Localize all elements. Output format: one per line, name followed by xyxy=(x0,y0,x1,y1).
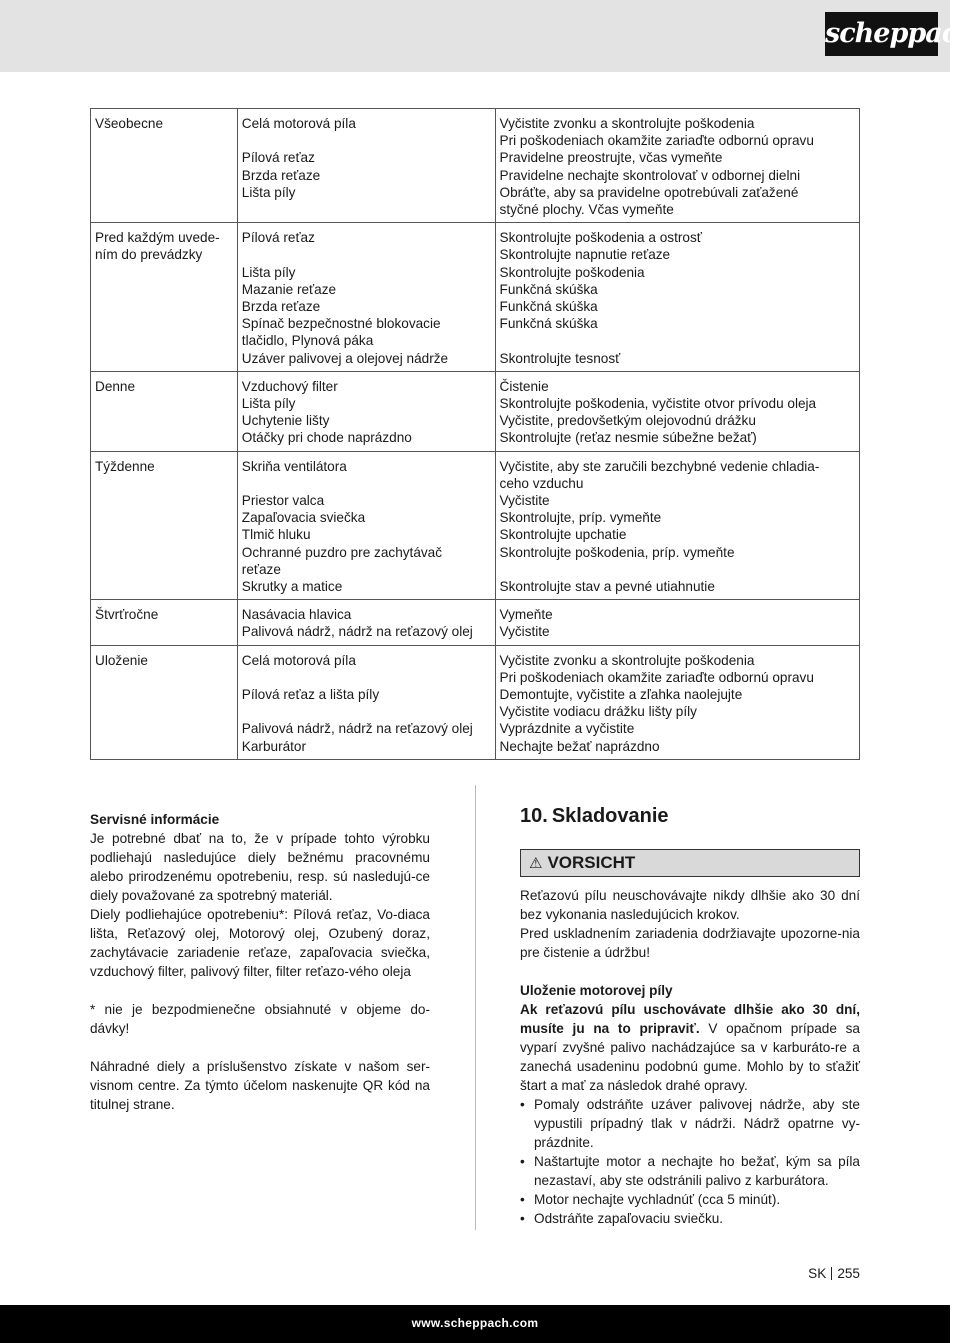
cell-line: Palivová nádrž, nádrž na reťazový olej xyxy=(241,624,473,640)
interval-cell xyxy=(91,109,238,223)
action-cell xyxy=(495,109,859,223)
table-row xyxy=(91,109,860,223)
cell-line: Skontrolujte tesnosť xyxy=(499,350,621,366)
page-lang: SK xyxy=(808,1266,827,1281)
section-title-text: Skladovanie xyxy=(551,805,669,827)
cell-line: Skontrolujte, príp. vymeňte xyxy=(499,510,662,526)
storage-body-text: V opačnom prípade sa vyparí zvyšné palivo nachádzajúce sa v karburáto-re a zanechá usadeninu podobnú gume. Mohlo by to sťažiť štart a mať za následok drahé opravy. xyxy=(520,1021,860,1093)
cell-line xyxy=(242,669,491,686)
warning-label: VORSICHT xyxy=(547,853,636,872)
cell-line: Vyčistite zvonku a skontrolujte poškodenia xyxy=(499,116,755,131)
cell-line: Palivová nádrž, nádrž na reťazový olej xyxy=(241,721,473,737)
cell-line: Skontrolujte poškodenia xyxy=(499,264,645,280)
brand-logo: scheppach xyxy=(825,12,938,56)
cell-line: Pravidelne nechajte skontrolovať v odbornej dielni xyxy=(499,167,801,183)
cell-line: Demontujte, vyčistite a zľahka naolejujte xyxy=(499,687,743,703)
footer-bar xyxy=(0,1305,950,1343)
table-row xyxy=(91,223,860,372)
table-row xyxy=(91,600,860,645)
cell-line: Všeobecne xyxy=(95,116,164,131)
cell-line: Pravidelne preostrujte, včas vymeňte xyxy=(499,150,723,166)
storage-subheading: Uloženie motorovej píly xyxy=(520,983,673,998)
cell-line: Skontrolujte napnutie reťaze xyxy=(499,247,671,263)
cell-line: Vyčistite vodiacu drážku lišty píly xyxy=(499,704,697,720)
cell-line: Čistenie xyxy=(499,378,549,394)
cell-line: Uchytenie lišty xyxy=(241,413,330,429)
cell-line: Denne xyxy=(95,378,136,394)
cell-line: Funkčná skúška xyxy=(499,316,598,332)
cell-line xyxy=(242,475,491,492)
cell-line: Lišta píly xyxy=(241,396,296,412)
interval-cell xyxy=(91,600,238,645)
cell-line: Lišta píly xyxy=(241,264,296,280)
interval-cell xyxy=(91,223,238,372)
maintenance-table xyxy=(90,108,860,760)
part-cell xyxy=(237,371,495,451)
table-row xyxy=(91,645,860,759)
cell-line: Pri poškodeniach okamžite zariaďte odbornú opravu xyxy=(499,133,814,149)
cell-line: Vymeňte xyxy=(499,607,553,623)
cell-line: Nechajte bežať naprázdno xyxy=(499,738,660,754)
footer-url[interactable]: www.scheppach.com xyxy=(411,1316,539,1330)
header-bar xyxy=(0,0,976,72)
cell-line: Pílová reťaz xyxy=(241,150,315,166)
cell-line: Skrutky a matice xyxy=(241,579,343,595)
cell-line: Funkčná skúška xyxy=(499,281,598,297)
cell-line xyxy=(242,132,491,149)
warning-triangle-icon: ⚠ xyxy=(529,855,543,872)
storage-section xyxy=(520,804,860,1228)
warning-box xyxy=(520,849,860,877)
column-divider xyxy=(475,785,476,1230)
cell-line xyxy=(500,332,855,349)
list-item: • Naštartujte motor a nechajte ho bežať, kým sa píla nezastaví, aby ste odstránili palivo z karburátora. xyxy=(520,1152,860,1190)
cell-line: Vyčistite, predovšetkým olejovodnú drážku xyxy=(499,413,756,429)
spare-parts-paragraph: Náhradné diely a príslušenstvo získate v našom ser-visnom centre. Za týmto účelom naskenujte QR kód na titulnej strane. xyxy=(90,1059,430,1112)
cell-line: Uzáver palivovej a olejovej nádrže xyxy=(241,350,449,366)
cell-line: Obráťte, aby sa pravidelne opotrebúvali zaťažené xyxy=(499,184,799,200)
cell-line: Vyčistite, aby ste zaručili bezchybné vedenie chladia- xyxy=(499,458,820,474)
cell-line: Skontrolujte poškodenia a ostrosť xyxy=(499,230,702,246)
storage-steps-list xyxy=(520,1095,860,1228)
cell-line: Skontrolujte upchatie xyxy=(499,527,627,543)
cell-line: Mazanie reťaze xyxy=(241,281,337,297)
action-cell xyxy=(495,600,859,645)
interval-cell xyxy=(91,451,238,600)
cell-line: Karburátor xyxy=(241,738,307,754)
cell-line: Lišta píly xyxy=(241,184,296,200)
cell-line: Skontrolujte stav a pevné utiahnutie xyxy=(499,579,715,595)
cell-line: Vyčistite xyxy=(499,624,550,640)
cell-line: Vyčistite zvonku a skontrolujte poškodenia xyxy=(499,652,755,668)
cell-line: styčné plochy. Včas vymeňte xyxy=(499,202,674,218)
section-number: 10. xyxy=(520,805,548,827)
cell-line: Vzduchový filter xyxy=(241,378,338,394)
cell-line: Skontrolujte (reťaz nesmie súbežne bežať) xyxy=(499,430,757,446)
part-cell xyxy=(237,645,495,759)
cell-line: Uloženie xyxy=(95,652,148,668)
action-cell xyxy=(495,223,859,372)
cell-line xyxy=(500,561,855,578)
action-cell xyxy=(495,451,859,600)
part-cell xyxy=(237,109,495,223)
cell-line: Celá motorová píla xyxy=(241,652,356,668)
cell-line: Skontrolujte poškodenia, príp. vymeňte xyxy=(499,544,735,560)
cell-line: Pílová reťaz xyxy=(241,230,315,246)
cell-line: Priestor valca xyxy=(241,493,325,509)
section-title xyxy=(520,804,860,828)
wear-parts-paragraph: Diely podliehajúce opotrebeniu*: Pílová reťaz, Vo-diaca lišta, Reťazový olej, Motorový olej, Ozubený doraz, zachytávacie zariadenie reťaze, zapaľovacia sviečka, vzduchový filter, palivový filter, filter reťazo-vého oleja xyxy=(90,907,430,979)
page-number xyxy=(808,1265,860,1282)
cell-line: Otáčky pri chode naprázdno xyxy=(241,430,412,446)
cell-line: Brzda reťaze xyxy=(241,167,321,183)
cell-line xyxy=(242,703,491,720)
page-number-value: 255 xyxy=(837,1266,860,1281)
cell-line: Týždenne xyxy=(95,458,155,474)
interval-cell xyxy=(91,645,238,759)
cell-line: Skontrolujte poškodenia, vyčistite otvor prívodu oleja xyxy=(499,396,817,412)
storage-prepare-paragraph xyxy=(520,1000,860,1095)
service-info-heading: Servisné informácie xyxy=(90,812,220,827)
action-cell xyxy=(495,371,859,451)
cell-line: Brzda reťaze xyxy=(241,299,321,315)
storage-paragraph: Reťazovú pílu neuschovávajte nikdy dlhšie ako 30 dní bez vykonania nasledujúcich krokov. xyxy=(520,888,860,922)
part-cell xyxy=(237,451,495,600)
cell-line: Vyprázdnite a vyčistite xyxy=(499,721,635,737)
cell-line: Tlmič hluku xyxy=(241,527,311,543)
cell-line: Vyčistite xyxy=(499,493,550,509)
cell-line: Funkčná skúška xyxy=(499,299,598,315)
list-item: • Motor nechajte vychladnúť (cca 5 minút). xyxy=(520,1190,860,1209)
storage-bold-text: Ak reťazovú pílu uschovávate dlhšie ako 30 dní, musíte ju na to pripraviť. xyxy=(520,1002,860,1036)
table-row xyxy=(91,451,860,600)
cell-line: Zapaľovacia sviečka xyxy=(241,510,366,526)
part-cell xyxy=(237,223,495,372)
cell-line: Pílová reťaz a lišta píly xyxy=(241,687,380,703)
list-item: • Odstráňte zapaľovaciu sviečku. xyxy=(520,1209,860,1228)
footnote-paragraph: * nie je bezpodmienečne obsiahnuté v objeme do-dávky! xyxy=(90,1002,430,1036)
cell-line: Nasávacia hlavica xyxy=(241,607,352,623)
service-info-section xyxy=(90,810,430,1133)
part-cell xyxy=(237,600,495,645)
cell-line: reťaze xyxy=(241,561,281,577)
cell-line xyxy=(242,246,491,263)
cell-line: Ochranné puzdro pre zachytávač xyxy=(241,544,443,560)
interval-cell xyxy=(91,371,238,451)
cell-line: ceho vzduchu xyxy=(499,475,584,491)
cell-line: Pri poškodeniach okamžite zariaďte odbornú opravu xyxy=(499,669,814,685)
page-separator xyxy=(831,1267,832,1280)
cell-line: Pred každým uvede- xyxy=(95,230,220,246)
cell-line: ním do prevádzky xyxy=(95,247,203,263)
cell-line: tlačidlo, Plynová páka xyxy=(241,333,374,349)
table-row xyxy=(91,371,860,451)
cell-line: Spínač bezpečnostné blokovacie xyxy=(241,316,441,332)
cell-line: Celá motorová píla xyxy=(241,116,356,131)
service-info-paragraph: Je potrebné dbať na to, že v prípade tohto výrobku podliehajú nasledujúce diely bežnému pracovnému alebo prirodzenému opotrebeniu, resp. sú nasledujú-ce diely považované za spotrebný materiál. xyxy=(90,831,430,903)
cell-line: Skriňa ventilátora xyxy=(241,458,347,474)
action-cell xyxy=(495,645,859,759)
list-item: • Pomaly odstráňte uzáver palivovej nádrže, aby ste vypustili prípadný tlak v nádrži. Nádrž opatrne vy-prázdnite. xyxy=(520,1095,860,1152)
storage-note-paragraph: Pred uskladnením zariadenia dodržiavajte upozorne-nia pre čistenie a údržbu! xyxy=(520,926,860,960)
cell-line: Štvrťročne xyxy=(95,607,159,623)
